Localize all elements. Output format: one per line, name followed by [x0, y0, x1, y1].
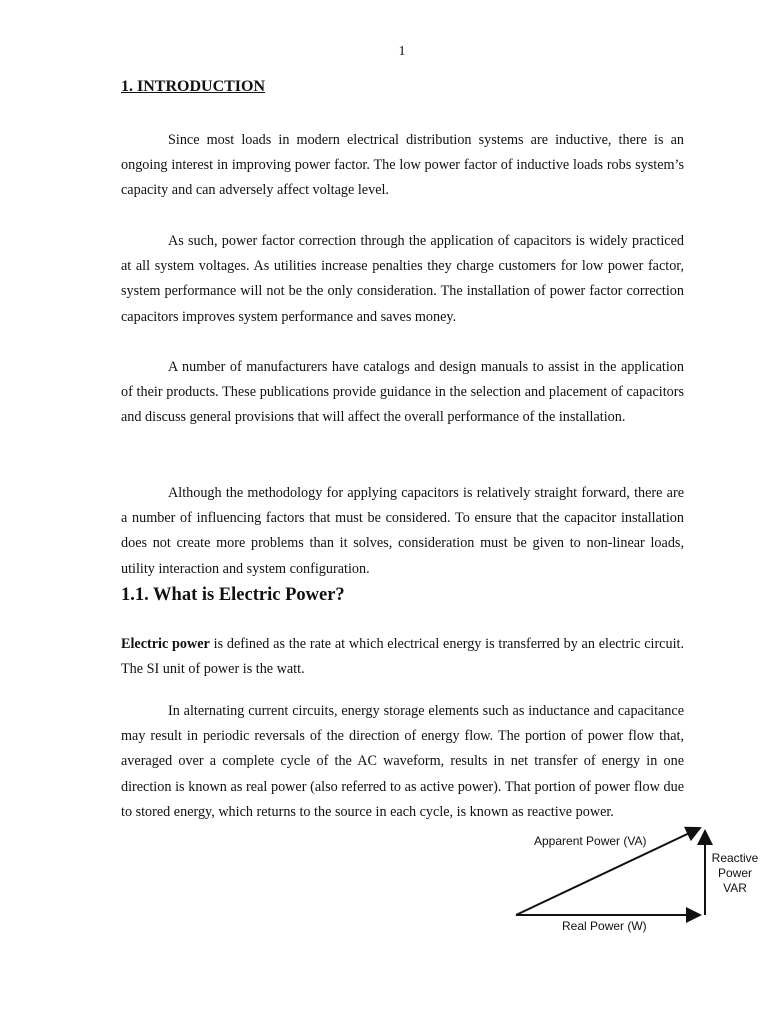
- real-power-label: Real Power (W): [562, 919, 647, 933]
- reactive-label-line-2: Power: [717, 866, 753, 880]
- reactive-label-line-3: VAR: [723, 881, 747, 895]
- section-heading-electric-power: 1.1. What is Electric Power?: [121, 585, 345, 605]
- power-triangle-diagram: [505, 820, 768, 940]
- ac-circuits-paragraph: In alternating current circuits, energy storage elements such as inductance and capacitance may result in periodic reversals of the direction of energy flow. The portion of power flow that, averaged over a complete cycle of the AC waveform, results in net transfer of energy in one direction is known as real power (also referred to as active power). That portion of power flow due to stored energy, which returns to the source in each cycle, is known as reactive power.: [121, 703, 684, 820]
- reactive-label-line-1: Reactive: [711, 851, 759, 865]
- definition-text: is defined as the rate at which electrical energy is transferred by an electric circuit. The SI unit of power is the watt.: [121, 636, 684, 678]
- apparent-power-label: Apparent Power (VA): [534, 834, 647, 848]
- intro-paragraph-4: Although the methodology for applying capacitors is relatively straight forward, there are a number of influencing factors that must be considered. To ensure that the capacitor installation does not create more problems than it solves, consideration must be given to non-linear loads, utility interaction and system configuration.: [121, 485, 684, 577]
- page-number: 1: [398, 44, 406, 59]
- intro-paragraph-2: As such, power factor correction through the application of capacitors is widely practiced at all system voltages. As utilities increase penalties they charge customers for low power factor, system performance will not be the only consideration. The installation of power factor correction capacitors improves system performance and saves money.: [121, 233, 684, 325]
- definition-paragraph: [121, 632, 684, 682]
- intro-paragraph-3: A number of manufacturers have catalogs and design manuals to assist in the application of their products. These publications provide guidance in the selection and placement of capacitors and discuss general provisions that will affect the overall performance of the installation.: [121, 359, 684, 426]
- definition-term: Electric power: [121, 636, 210, 652]
- section-heading-introduction: 1. INTRODUCTION: [121, 78, 266, 95]
- intro-paragraph-1: Since most loads in modern electrical distribution systems are inductive, there is an ongoing interest in improving power factor. The low power factor of inductive loads robs system’s capacity and can adversely affect voltage level.: [121, 132, 684, 199]
